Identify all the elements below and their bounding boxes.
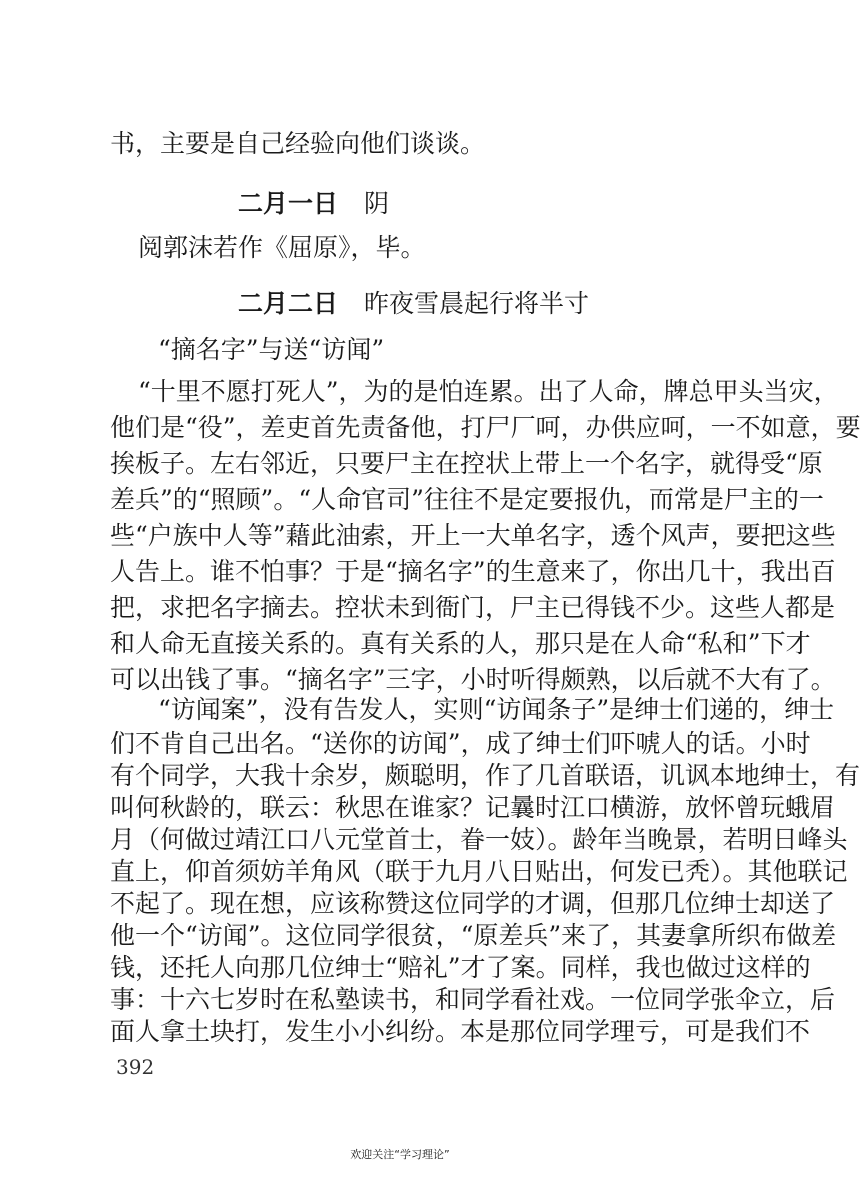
heading-weather: 昨夜雪晨起行将半寸 <box>364 289 590 318</box>
text-line: 和人命无直接关系的。真有关系的人，那只是在人命“私和”下才 <box>110 629 811 658</box>
footer-watermark: 欢迎关注“学习理论” <box>350 1148 450 1161</box>
text-line: 书，主要是自己经验向他们谈谈。 <box>110 129 486 158</box>
text-line: 有个同学，大我十余岁，颇聪明，作了几首联语，讥讽本地绅士，有 <box>110 761 861 790</box>
text-line: 他们是“役”，差吏首先责备他，打尸厂呵，办供应呵，一不如意，要 <box>110 413 861 442</box>
text-line: “访闻案”，没有告发人，实则“访闻条子”是绅士们递的，绅士 <box>158 695 835 724</box>
text-line: 人告上。谁不怕事？于是“摘名字”的生意来了，你出几十，我出百 <box>110 557 836 586</box>
text-line: 直上，仰首须妨羊角风（联于九月八日贴出，何发已秃）。其他联记 <box>110 857 848 886</box>
page-number: 392 <box>116 1055 155 1079</box>
section-title: “摘名字”与送“访闻” <box>158 335 385 364</box>
heading-date: 二月一日 <box>238 189 339 218</box>
text-line: 他一个“访闻”。这位同学很贫，“原差兵”来了，其妻拿所织布做差 <box>110 921 837 950</box>
text-line: 些“户族中人等”藉此油索，开上一大单名字，透个风声，要把这些 <box>110 521 836 550</box>
heading-date: 二月二日 <box>238 289 339 318</box>
text-line: 不起了。现在想，应该称赞这位同学的才调，但那几位绅士却送了 <box>110 889 836 918</box>
diary-heading-feb2 <box>238 288 589 320</box>
text-line: 叫何秋龄的，联云：秋思在谁家？记曩时江口横游，放怀曾玩蛾眉 <box>110 793 836 822</box>
text-line: 月（何做过靖江口八元堂首士，眷一妓）。龄年当晚景，若明日峰头 <box>110 825 848 854</box>
heading-weather: 阴 <box>364 189 390 218</box>
text-line: 阅郭沫若作《屈原》，毕。 <box>138 233 426 262</box>
text-line: 们不肯自己出名。“送你的访闻”，成了绅士们吓唬人的话。小时 <box>110 729 811 758</box>
text-line: 差兵”的“照顾”。“人命官司”往往不是定要报仇，而常是尸主的一 <box>110 485 824 514</box>
text-line: 钱，还托人向那几位绅士“赔礼”才了案。同样，我也做过这样的 <box>110 953 811 982</box>
text-line: 可以出钱了事。“摘名字”三字，小时听得颇熟，以后就不大有了。 <box>110 665 836 694</box>
text-line: “十里不愿打死人”，为的是怕连累。出了人命，牌总甲头当灾， <box>138 377 839 406</box>
text-line: 事：十六七岁时在私塾读书，和同学看社戏。一位同学张伞立，后 <box>110 985 836 1014</box>
diary-heading-feb1 <box>238 188 389 220</box>
text-line: 面人拿土块打，发生小小纠纷。本是那位同学理亏，可是我们不 <box>110 1017 811 1046</box>
text-line: 挨板子。左右邻近，只要尸主在控状上带上一个名字，就得受“原 <box>110 449 823 478</box>
text-line: 把，求把名字摘去。控状未到衙门，尸主已得钱不少。这些人都是 <box>110 593 836 622</box>
